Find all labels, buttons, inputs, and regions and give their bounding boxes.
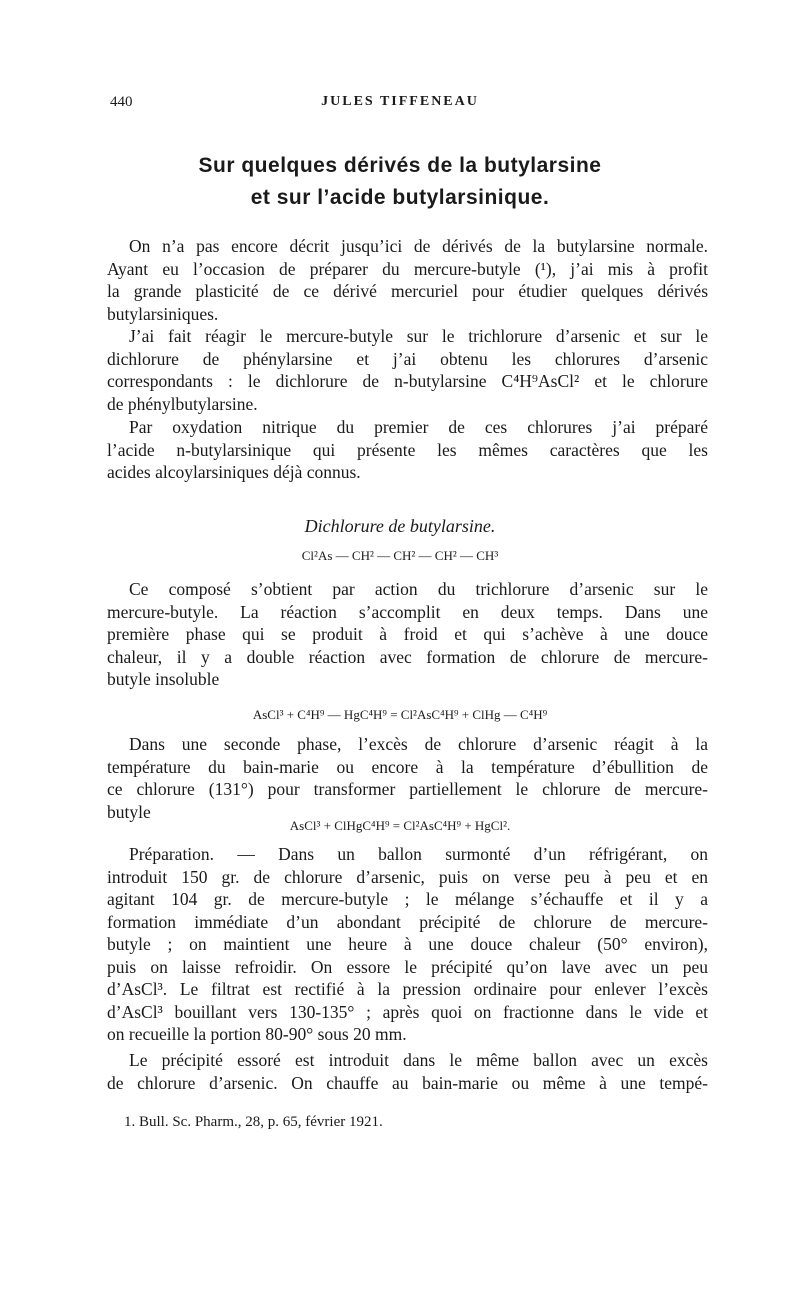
section-heading: Dichlorure de butylarsine. bbox=[304, 516, 496, 536]
text-line: Ce composé s’obtient par action du trichlorure d’arsenic sur le bbox=[129, 579, 708, 599]
intro-paragraph-3 bbox=[107, 416, 708, 484]
text-line: première phase qui se produit à froid et qui s’achève à une douce bbox=[107, 624, 708, 644]
reaction-equation-1: AsCl³ + C⁴H⁹ — HgC⁴H⁹ = Cl²AsC⁴H⁹ + ClHg — C⁴H⁹ bbox=[252, 707, 548, 722]
text-line: butyle ; on maintient une heure à une douce chaleur (50° environ), bbox=[107, 934, 708, 954]
text-line: Par oxydation nitrique du premier de ces chlorures j’ai préparé bbox=[129, 417, 708, 437]
text-line: chaleur, il y a double réaction avec formation de chlorure de mercure- bbox=[107, 646, 708, 667]
text-line: J’ai fait réagir le mercure-butyle sur le trichlorure d’arsenic et sur le bbox=[129, 326, 708, 346]
section-paragraph-2 bbox=[107, 733, 708, 823]
text-line: On n’a pas encore décrit jusqu’ici de dérivés de la butylarsine normale. bbox=[129, 236, 708, 256]
text-line: température du bain-marie ou encore à la température d’ébullition de bbox=[107, 756, 708, 777]
text-line: introduit 150 gr. de chlorure d’arsenic, puis on verse peu à peu et en bbox=[107, 866, 708, 887]
text-line: de phénylbutylarsine. bbox=[107, 393, 258, 414]
section-paragraph-4 bbox=[107, 1049, 708, 1094]
article-title-line-2: et sur l’acide butylarsinique. bbox=[250, 186, 550, 209]
text-line: butyle insoluble bbox=[107, 669, 220, 689]
text-line: on recueille la portion 80-90° sous 20 mm. bbox=[107, 1024, 407, 1044]
text-line: acides alcoylarsiniques déjà connus. bbox=[107, 462, 361, 482]
intro-paragraph-1 bbox=[107, 235, 708, 325]
text-line: butyle bbox=[107, 801, 151, 822]
section-paragraph-1 bbox=[107, 578, 708, 691]
text-line: Préparation. — Dans un ballon surmonté d’un réfrigérant, on bbox=[129, 844, 708, 864]
footnote: 1. Bull. Sc. Pharm., 28, p. 65, février 1921. bbox=[124, 1114, 383, 1130]
reaction-equation-2: AsCl³ + ClHgC⁴H⁹ = Cl²AsC⁴H⁹ + HgCl². bbox=[289, 818, 511, 833]
text-line: Le précipité essoré est introduit dans le même ballon avec un excès bbox=[129, 1050, 708, 1070]
text-line: correspondants : le dichlorure de n-butylarsine C⁴H⁹AsCl² et le chlorure bbox=[107, 371, 708, 391]
running-header bbox=[0, 94, 800, 114]
text-line: d’AsCl³. Le filtrat est rectifié à la pression ordinaire pour enlever l’excès bbox=[107, 979, 708, 999]
text-line: Ayant eu l’occasion de préparer du mercure-butyle (¹), j’ai mis à profit bbox=[107, 258, 708, 279]
text-line: la grande plasticité de ce dérivé mercuriel pour étudier quelques dérivés bbox=[107, 281, 708, 301]
text-line: butylarsiniques. bbox=[107, 303, 219, 324]
text-line: formation immédiate d’un abondant précipité de chlorure de mercure- bbox=[107, 911, 708, 932]
running-title: JULES TIFFENEAU bbox=[321, 94, 479, 109]
text-line: agitant 104 gr. de mercure-butyle ; le mélange s’échauffe et il y a bbox=[107, 889, 708, 909]
preparation-paragraph bbox=[107, 843, 708, 1046]
text-line: ce chlorure (131°) pour transformer partiellement le chlorure de mercure- bbox=[107, 779, 708, 799]
text-line: mercure-butyle. La réaction s’accomplit en deux temps. Dans une bbox=[107, 601, 708, 622]
text-line: de chlorure d’arsenic. On chauffe au bain-marie ou même à une tempé- bbox=[107, 1072, 708, 1093]
intro-paragraph-2 bbox=[107, 325, 708, 415]
text-line: d’AsCl³ bouillant vers 130-135° ; après quoi on fractionne dans le vide et bbox=[107, 1001, 708, 1022]
structural-formula: Cl²As — CH² — CH² — CH² — CH³ bbox=[301, 548, 499, 563]
text-line: dichlorure de phénylarsine et j’ai obtenu les chlorures d’arsenic bbox=[107, 348, 708, 369]
text-line: puis on laisse refroidir. On essore le précipité qu’on lave avec un peu bbox=[107, 956, 708, 977]
article-title-line-1: Sur quelques dérivés de la butylarsine bbox=[198, 154, 602, 177]
text-line: Dans une seconde phase, l’excès de chlorure d’arsenic réagit à la bbox=[129, 734, 708, 754]
text-line: l’acide n-butylarsinique qui présente les mêmes caractères que les bbox=[107, 439, 708, 460]
page-number: 440 bbox=[110, 94, 133, 110]
